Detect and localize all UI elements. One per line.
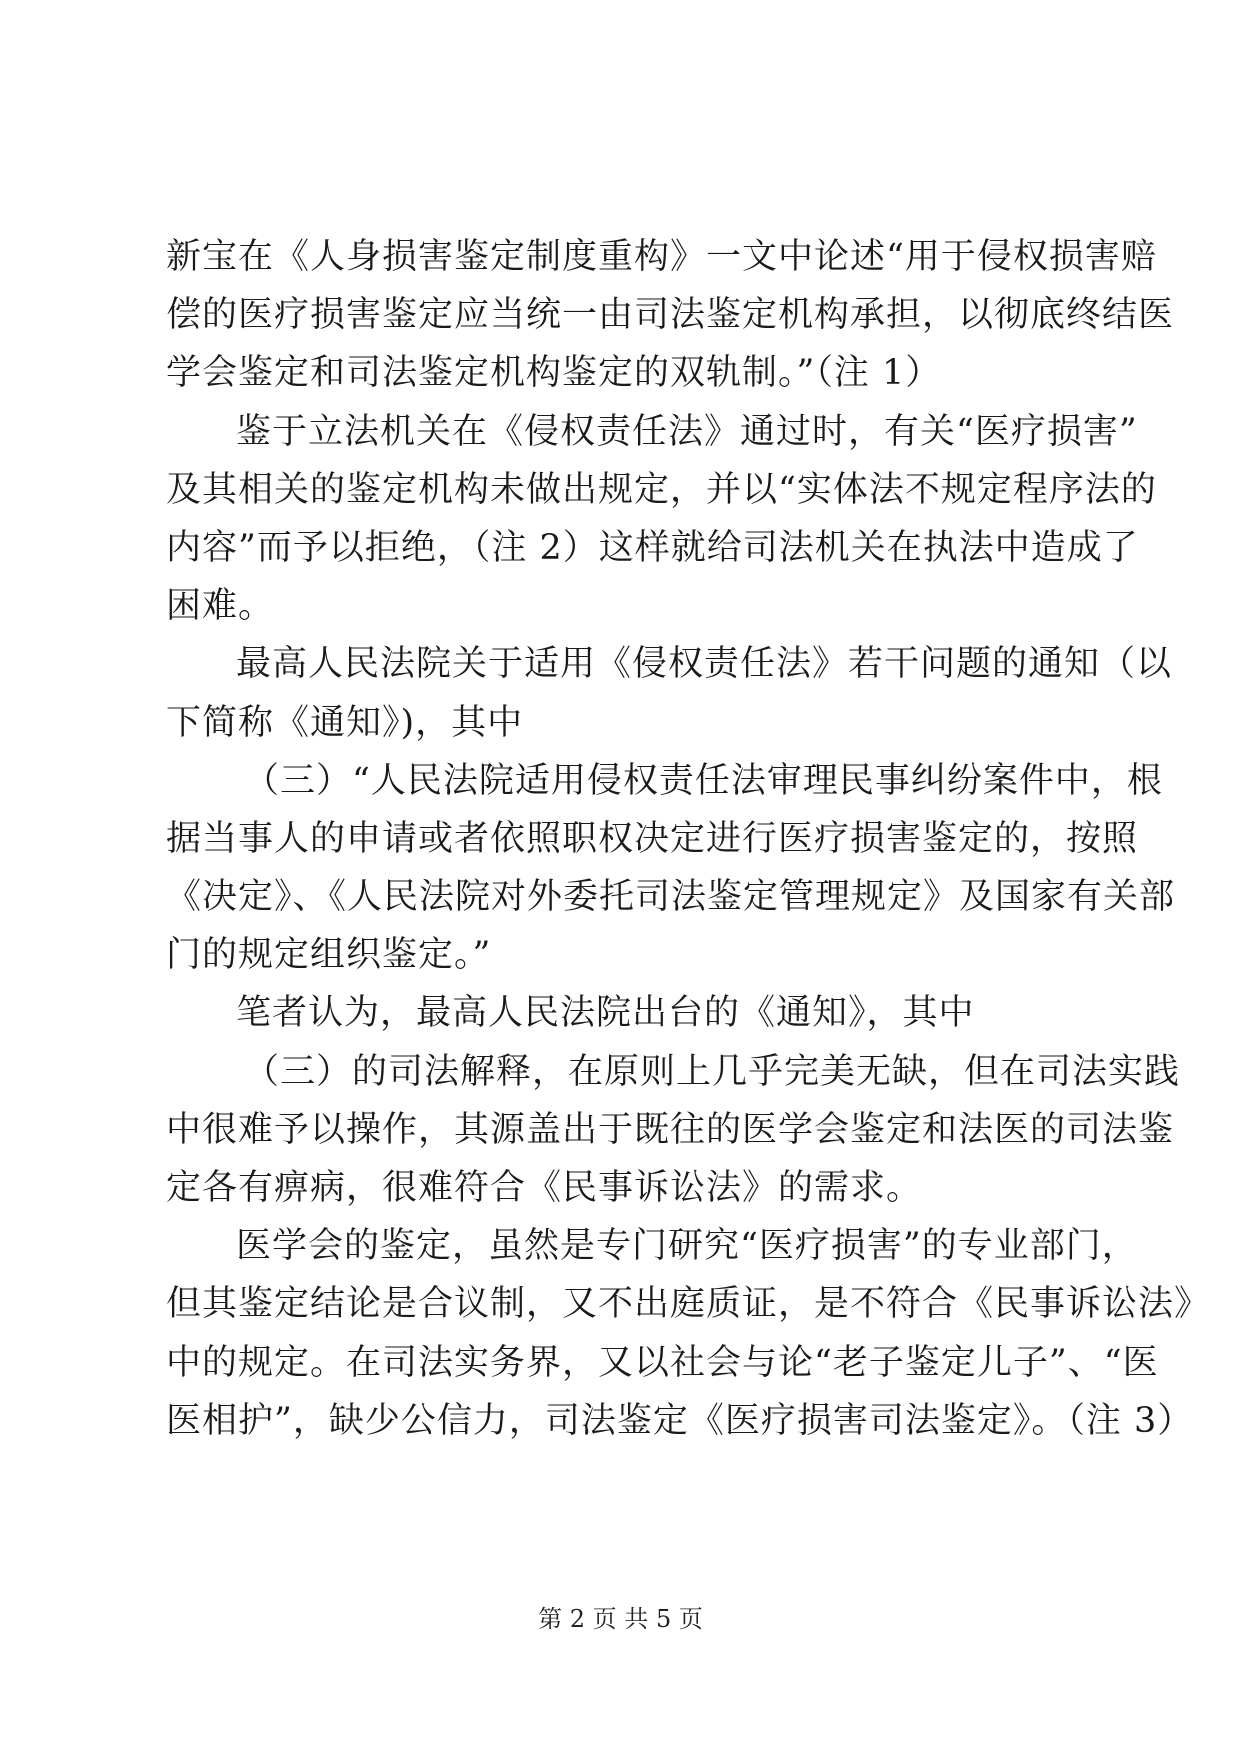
text-line: 新宝在《人身损害鉴定制度重构》一文中论述“用于侵权损害赔 (166, 237, 1157, 277)
paragraph-start-line: 鉴于立法机关在《侵权责任法》通过时，有关“医疗损害” (236, 411, 1138, 452)
paragraph-start-line: （三）“人民法院适用侵权责任法审理民事纠纷案件中，根 (244, 760, 1163, 801)
text-line: 门的规定组织鉴定。” (166, 935, 492, 976)
paragraph-start-line: 笔者认为，最高人民法院出台的《通知》，其中 (236, 993, 975, 1034)
text-line: 偿的医疗损害鉴定应当统一由司法鉴定机构承担，以彻底终结医 (166, 295, 1175, 336)
text-line: 定各有痹病，很难符合《民事诉讼法》的需求。 (166, 1168, 923, 1208)
paragraph-start-line: （三）的司法解释，在原则上几乎完美无缺，但在司法实践 (244, 1051, 1181, 1092)
text-line: 下简称《通知》)，其中 (166, 702, 524, 743)
paragraph-start-line: 最高人民法院关于适用《侵权责任法》若干问题的通知（以 (236, 644, 1173, 685)
text-line: 《决定》、《人民法院对外委托司法鉴定管理规定》及国家有关部 (166, 877, 1176, 918)
text-line: 及其相关的鉴定机构未做出规定，并以“实体法不规定程序法的 (166, 469, 1157, 510)
text-line: 困难。 (166, 586, 275, 627)
text-line: 中的规定。在司法实务界，又以社会与论“老子鉴定儿子”、“医 (166, 1342, 1159, 1383)
text-line: 医相护”，缺少公信力，司法鉴定《医疗损害司法鉴定》。（注 3） (166, 1400, 1194, 1441)
text-line: 中很难予以操作，其源盖出于既往的医学会鉴定和法医的司法鉴 (166, 1109, 1175, 1150)
page-footer: 第 2 页 共 5 页 (538, 1605, 703, 1633)
text-line: 内容”而予以拒绝，（注 2）这样就给司法机关在执法中造成了 (166, 527, 1139, 568)
text-line: 学会鉴定和司法鉴定机构鉴定的双轨制。”（注 1） (166, 353, 942, 394)
text-line: 但其鉴定结论是合议制，又不出庭质证，是不符合《民事诉讼法》 (166, 1284, 1211, 1325)
body-text (166, 228, 1211, 1450)
text-line: 据当事人的申请或者依照职权决定进行医疗损害鉴定的，按照 (166, 818, 1139, 859)
paragraph-start-line: 医学会的鉴定，虽然是专门研究“医疗损害”的专业部门， (236, 1226, 1138, 1267)
